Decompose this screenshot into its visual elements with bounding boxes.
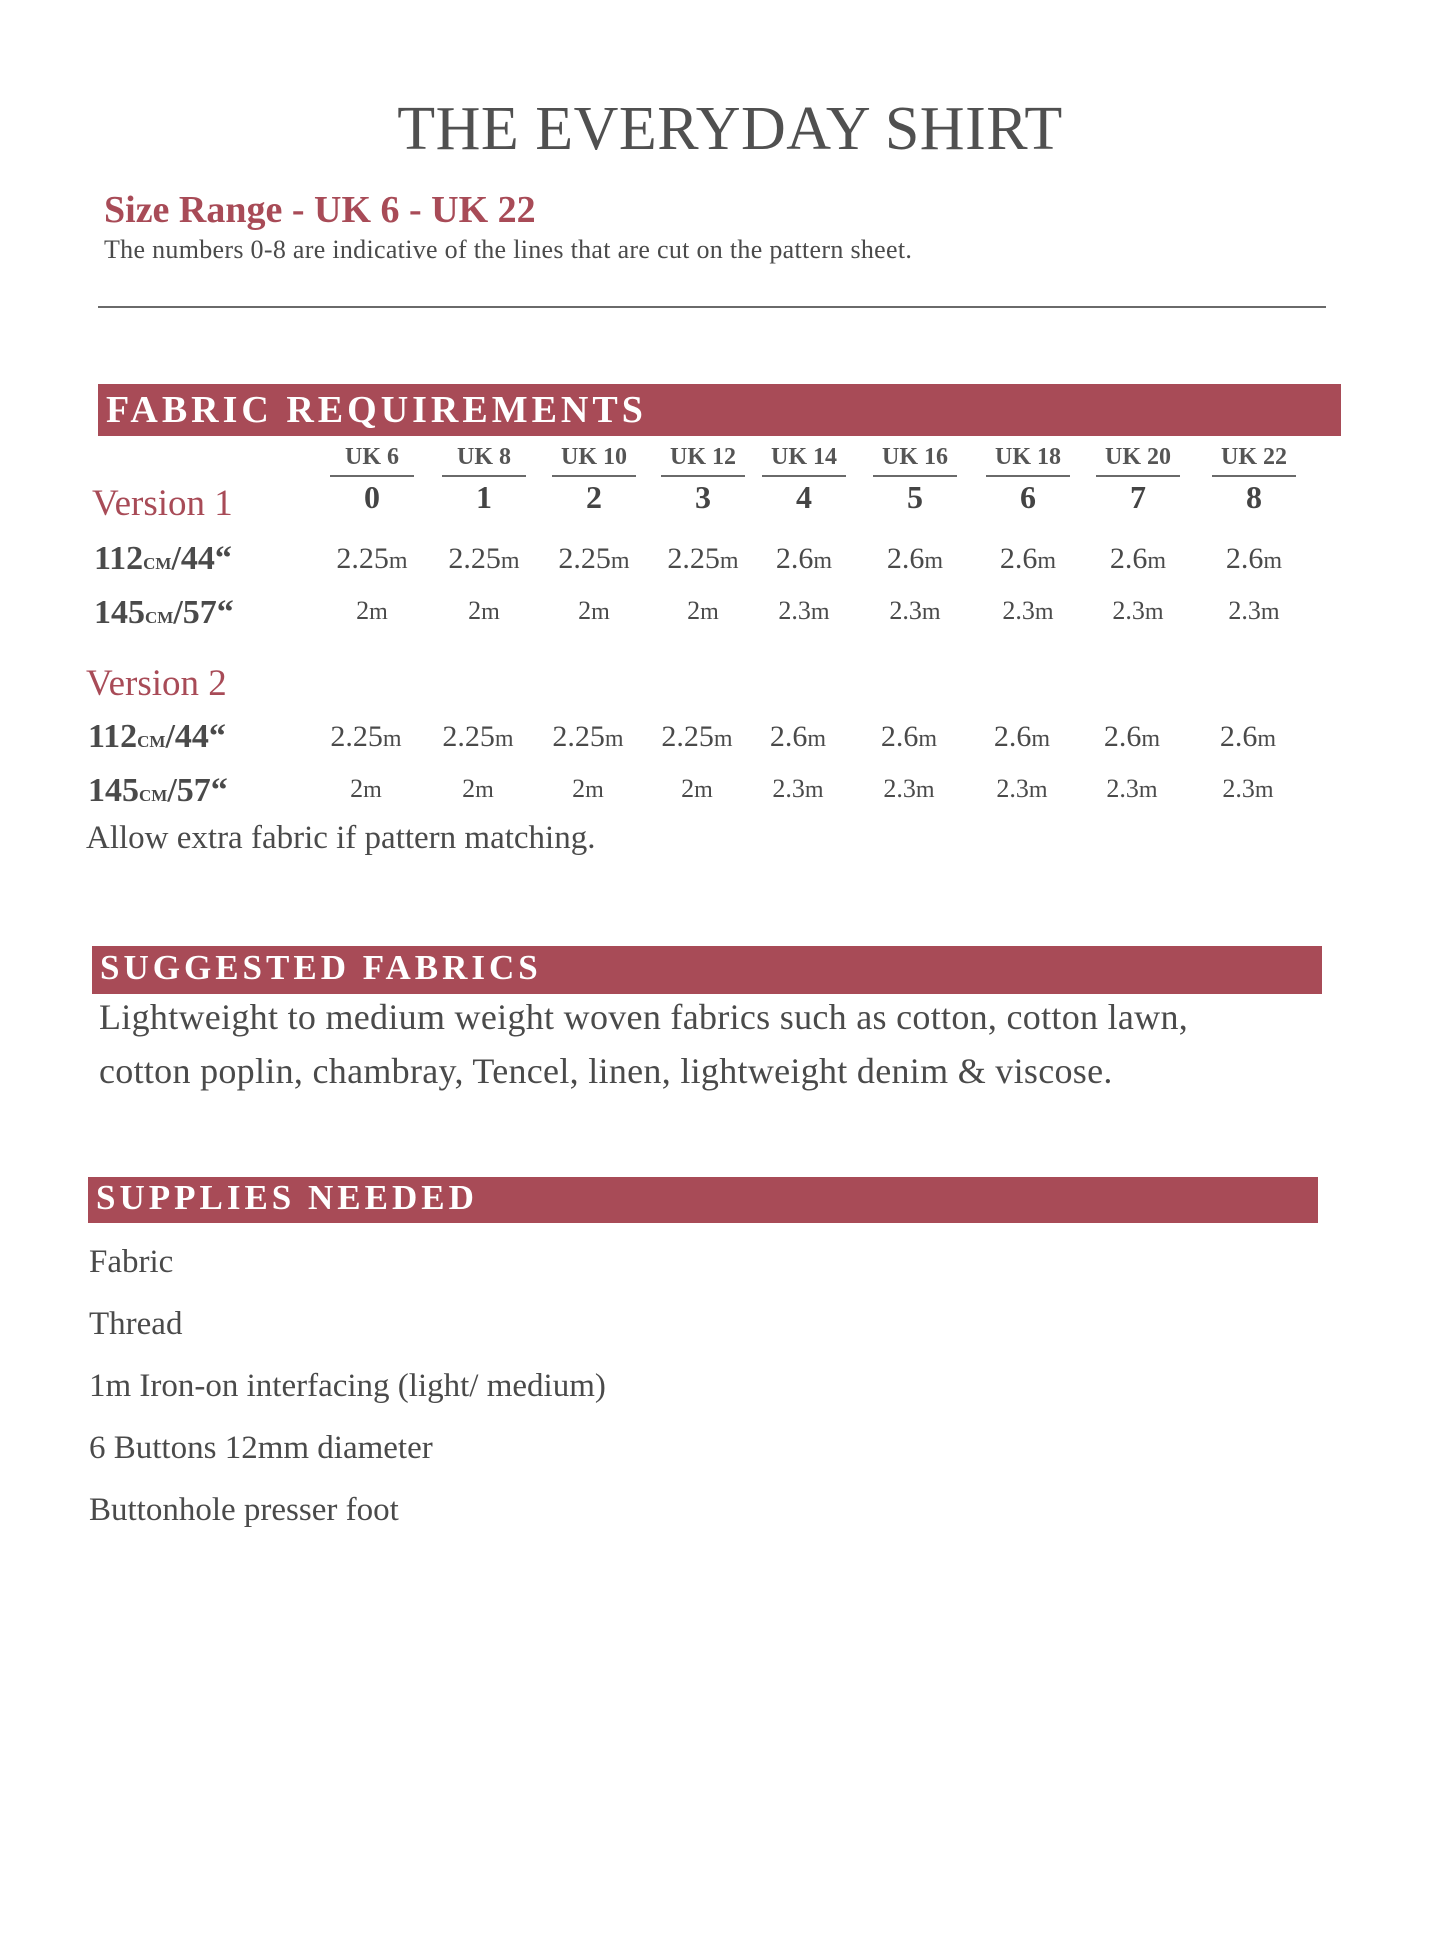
fabric-amount-cell bbox=[429, 542, 539, 576]
fabric-amount-cell bbox=[642, 720, 752, 754]
pattern-line-number: 8 bbox=[1246, 479, 1262, 515]
width-inches: /44“ bbox=[171, 540, 232, 577]
uk-size-label: UK 14 bbox=[762, 444, 846, 477]
amount-unit: m bbox=[694, 777, 713, 803]
pattern-line-number: 7 bbox=[1130, 479, 1146, 515]
amount-unit: m bbox=[1257, 726, 1277, 752]
amount-unit: m bbox=[915, 777, 935, 803]
uk-size-label: UK 8 bbox=[442, 444, 526, 477]
amount-value: 2.3 bbox=[1002, 596, 1035, 625]
amount-value: 2 bbox=[572, 774, 586, 803]
fabric-amount-cell bbox=[860, 542, 970, 576]
amount-value: 2.25 bbox=[667, 542, 720, 575]
fabric-requirements-band bbox=[98, 384, 1341, 436]
amount-value: 2.25 bbox=[552, 720, 605, 753]
suggested-fabrics-heading: SUGGESTED FABRICS bbox=[100, 948, 542, 987]
width-inches: /44“ bbox=[165, 718, 226, 755]
pattern-line-number: 5 bbox=[907, 479, 923, 515]
fabric-width-label bbox=[88, 772, 228, 810]
uk-size-label: UK 18 bbox=[986, 444, 1070, 477]
width-number: 112 bbox=[88, 718, 138, 755]
fabric-amount-cell bbox=[1193, 720, 1303, 754]
amount-unit: m bbox=[1141, 726, 1161, 752]
amount-unit: m bbox=[591, 599, 610, 625]
amount-unit: m bbox=[924, 548, 944, 574]
uk-size-label: UK 22 bbox=[1212, 444, 1296, 477]
amount-value: 2.3 bbox=[883, 774, 916, 803]
amount-unit: m bbox=[1034, 599, 1054, 625]
fabric-amount-cell bbox=[317, 596, 427, 626]
uk-size-label: UK 6 bbox=[330, 444, 414, 477]
fabric-amount-cell bbox=[429, 596, 539, 626]
amount-unit: m bbox=[1254, 777, 1274, 803]
pattern-line-number: 4 bbox=[796, 479, 812, 515]
amount-unit: m bbox=[1037, 548, 1057, 574]
amount-unit: m bbox=[1260, 599, 1280, 625]
amount-unit: m bbox=[388, 548, 408, 574]
fabric-amount-cell bbox=[973, 596, 1083, 626]
fabric-amount-cell bbox=[539, 596, 649, 626]
amount-unit: m bbox=[382, 726, 402, 752]
fabric-amount-cell bbox=[1077, 774, 1187, 804]
fabric-amount-cell bbox=[749, 542, 859, 576]
amount-value: 2.3 bbox=[1228, 596, 1261, 625]
fabric-amount-cell bbox=[539, 542, 649, 576]
fabric-amount-cell bbox=[743, 720, 853, 754]
divider-line bbox=[98, 306, 1326, 308]
amount-value: 2.3 bbox=[1112, 596, 1145, 625]
suggested-fabrics-line-1: Lightweight to medium weight woven fabrics such as cotton, cotton lawn, bbox=[99, 997, 1189, 1037]
amount-unit: m bbox=[1138, 777, 1158, 803]
amount-value: 2.6 bbox=[886, 542, 925, 575]
size-column-header bbox=[1204, 444, 1304, 516]
pattern-matching-note: Allow extra fabric if pattern matching. bbox=[86, 820, 596, 856]
pattern-line-number: 6 bbox=[1020, 479, 1036, 515]
size-column-header bbox=[544, 444, 644, 516]
fabric-amount-cell bbox=[743, 774, 853, 804]
width-unit: cm bbox=[139, 781, 168, 807]
fabric-amount-cell bbox=[423, 774, 533, 804]
fabric-amount-cell bbox=[860, 596, 970, 626]
supplies-needed-heading: SUPPLIES NEEDED bbox=[96, 1178, 478, 1217]
fabric-amount-cell bbox=[642, 774, 752, 804]
amount-unit: m bbox=[713, 726, 733, 752]
amount-unit: m bbox=[1028, 777, 1048, 803]
supply-item: 1m Iron-on interfacing (light/ medium) bbox=[89, 1368, 606, 1404]
fabric-amount-cell bbox=[648, 542, 758, 576]
uk-size-label: UK 16 bbox=[873, 444, 957, 477]
amount-value: 2.25 bbox=[330, 720, 383, 753]
supply-item: Buttonhole presser foot bbox=[89, 1492, 399, 1528]
pattern-line-number: 3 bbox=[695, 479, 711, 515]
amount-unit: m bbox=[918, 726, 938, 752]
fabric-amount-cell bbox=[749, 596, 859, 626]
amount-unit: m bbox=[719, 548, 739, 574]
version-1-label: Version 1 bbox=[92, 483, 233, 524]
amount-unit: m bbox=[481, 599, 500, 625]
amount-unit: m bbox=[610, 548, 630, 574]
amount-value: 2 bbox=[468, 596, 482, 625]
amount-unit: m bbox=[1031, 726, 1051, 752]
amount-unit: m bbox=[813, 548, 833, 574]
amount-value: 2.25 bbox=[442, 720, 495, 753]
width-inches: /57“ bbox=[173, 594, 234, 631]
amount-value: 2.3 bbox=[1222, 774, 1255, 803]
fabric-amount-cell bbox=[311, 774, 421, 804]
amount-value: 2.25 bbox=[661, 720, 714, 753]
fabric-amount-cell bbox=[423, 720, 533, 754]
size-column-header bbox=[865, 444, 965, 516]
fabric-amount-cell bbox=[973, 542, 1083, 576]
amount-value: 2.6 bbox=[1225, 542, 1264, 575]
width-unit: cm bbox=[145, 603, 174, 629]
amount-unit: m bbox=[494, 726, 514, 752]
suggested-fabrics-band bbox=[92, 946, 1322, 994]
amount-value: 2.6 bbox=[1103, 720, 1142, 753]
supply-item: Thread bbox=[89, 1306, 183, 1342]
suggested-fabrics-line-2: cotton poplin, chambray, Tencel, linen, lightweight denim & viscose. bbox=[99, 1051, 1113, 1091]
amount-unit: m bbox=[475, 777, 494, 803]
amount-unit: m bbox=[804, 777, 824, 803]
amount-value: 2.6 bbox=[775, 542, 814, 575]
fabric-amount-cell bbox=[1199, 596, 1309, 626]
amount-unit: m bbox=[1263, 548, 1283, 574]
amount-value: 2.6 bbox=[1219, 720, 1258, 753]
fabric-amount-cell bbox=[967, 774, 1077, 804]
fabric-amount-cell bbox=[648, 596, 758, 626]
supply-item: Fabric bbox=[89, 1244, 174, 1280]
amount-value: 2.25 bbox=[448, 542, 501, 575]
amount-value: 2 bbox=[578, 596, 592, 625]
fabric-width-label bbox=[94, 594, 234, 632]
amount-value: 2.3 bbox=[889, 596, 922, 625]
amount-unit: m bbox=[1144, 599, 1164, 625]
uk-size-label: UK 20 bbox=[1096, 444, 1180, 477]
fabric-amount-cell bbox=[854, 774, 964, 804]
amount-unit: m bbox=[585, 777, 604, 803]
fabric-requirements-heading: FABRIC REQUIREMENTS bbox=[106, 389, 647, 431]
amount-unit: m bbox=[807, 726, 827, 752]
fabric-amount-cell bbox=[1083, 596, 1193, 626]
amount-value: 2 bbox=[356, 596, 370, 625]
fabric-amount-cell bbox=[317, 542, 427, 576]
fabric-amount-cell bbox=[1193, 774, 1303, 804]
fabric-amount-cell bbox=[854, 720, 964, 754]
pattern-line-number: 2 bbox=[586, 479, 602, 515]
size-column-header bbox=[754, 444, 854, 516]
amount-value: 2.6 bbox=[880, 720, 919, 753]
size-column-header bbox=[1088, 444, 1188, 516]
amount-value: 2.6 bbox=[769, 720, 808, 753]
supplies-needed-band bbox=[88, 1177, 1318, 1223]
size-column-header bbox=[322, 444, 422, 516]
amount-unit: m bbox=[921, 599, 941, 625]
amount-value: 2.25 bbox=[558, 542, 611, 575]
amount-value: 2.25 bbox=[336, 542, 389, 575]
size-range-heading: Size Range - UK 6 - UK 22 bbox=[104, 189, 536, 231]
amount-unit: m bbox=[700, 599, 719, 625]
fabric-amount-cell bbox=[311, 720, 421, 754]
width-number: 112 bbox=[94, 540, 144, 577]
fabric-amount-cell bbox=[1199, 542, 1309, 576]
width-unit: cm bbox=[137, 727, 166, 753]
amount-unit: m bbox=[810, 599, 830, 625]
size-column-header bbox=[978, 444, 1078, 516]
page-title: THE EVERYDAY SHIRT bbox=[397, 95, 1063, 163]
fabric-amount-cell bbox=[533, 774, 643, 804]
pattern-line-number: 0 bbox=[364, 479, 380, 515]
amount-value: 2.3 bbox=[996, 774, 1029, 803]
pattern-line-number: 1 bbox=[476, 479, 492, 515]
amount-unit: m bbox=[363, 777, 382, 803]
amount-value: 2 bbox=[462, 774, 476, 803]
size-column-header bbox=[653, 444, 753, 516]
fabric-amount-cell bbox=[1083, 542, 1193, 576]
fabric-width-label bbox=[94, 540, 232, 578]
amount-value: 2.6 bbox=[999, 542, 1038, 575]
amount-unit: m bbox=[369, 599, 388, 625]
amount-value: 2 bbox=[681, 774, 695, 803]
uk-size-label: UK 10 bbox=[552, 444, 636, 477]
width-number: 145 bbox=[94, 594, 145, 631]
supply-item: 6 Buttons 12mm diameter bbox=[89, 1430, 433, 1466]
width-inches: /57“ bbox=[167, 772, 228, 809]
amount-unit: m bbox=[500, 548, 520, 574]
amount-value: 2.6 bbox=[993, 720, 1032, 753]
amount-unit: m bbox=[604, 726, 624, 752]
version-2-label: Version 2 bbox=[86, 663, 227, 704]
amount-value: 2 bbox=[687, 596, 701, 625]
fabric-amount-cell bbox=[533, 720, 643, 754]
fabric-width-label bbox=[88, 718, 226, 756]
uk-size-label: UK 12 bbox=[661, 444, 745, 477]
amount-value: 2.6 bbox=[1109, 542, 1148, 575]
amount-value: 2.3 bbox=[778, 596, 811, 625]
fabric-amount-cell bbox=[967, 720, 1077, 754]
size-column-header bbox=[434, 444, 534, 516]
amount-value: 2.3 bbox=[1106, 774, 1139, 803]
amount-value: 2.3 bbox=[772, 774, 805, 803]
amount-unit: m bbox=[1147, 548, 1167, 574]
size-note: The numbers 0-8 are indicative of the lines that are cut on the pattern sheet. bbox=[104, 235, 913, 264]
width-number: 145 bbox=[88, 772, 139, 809]
amount-value: 2 bbox=[350, 774, 364, 803]
width-unit: cm bbox=[143, 549, 172, 575]
fabric-amount-cell bbox=[1077, 720, 1187, 754]
